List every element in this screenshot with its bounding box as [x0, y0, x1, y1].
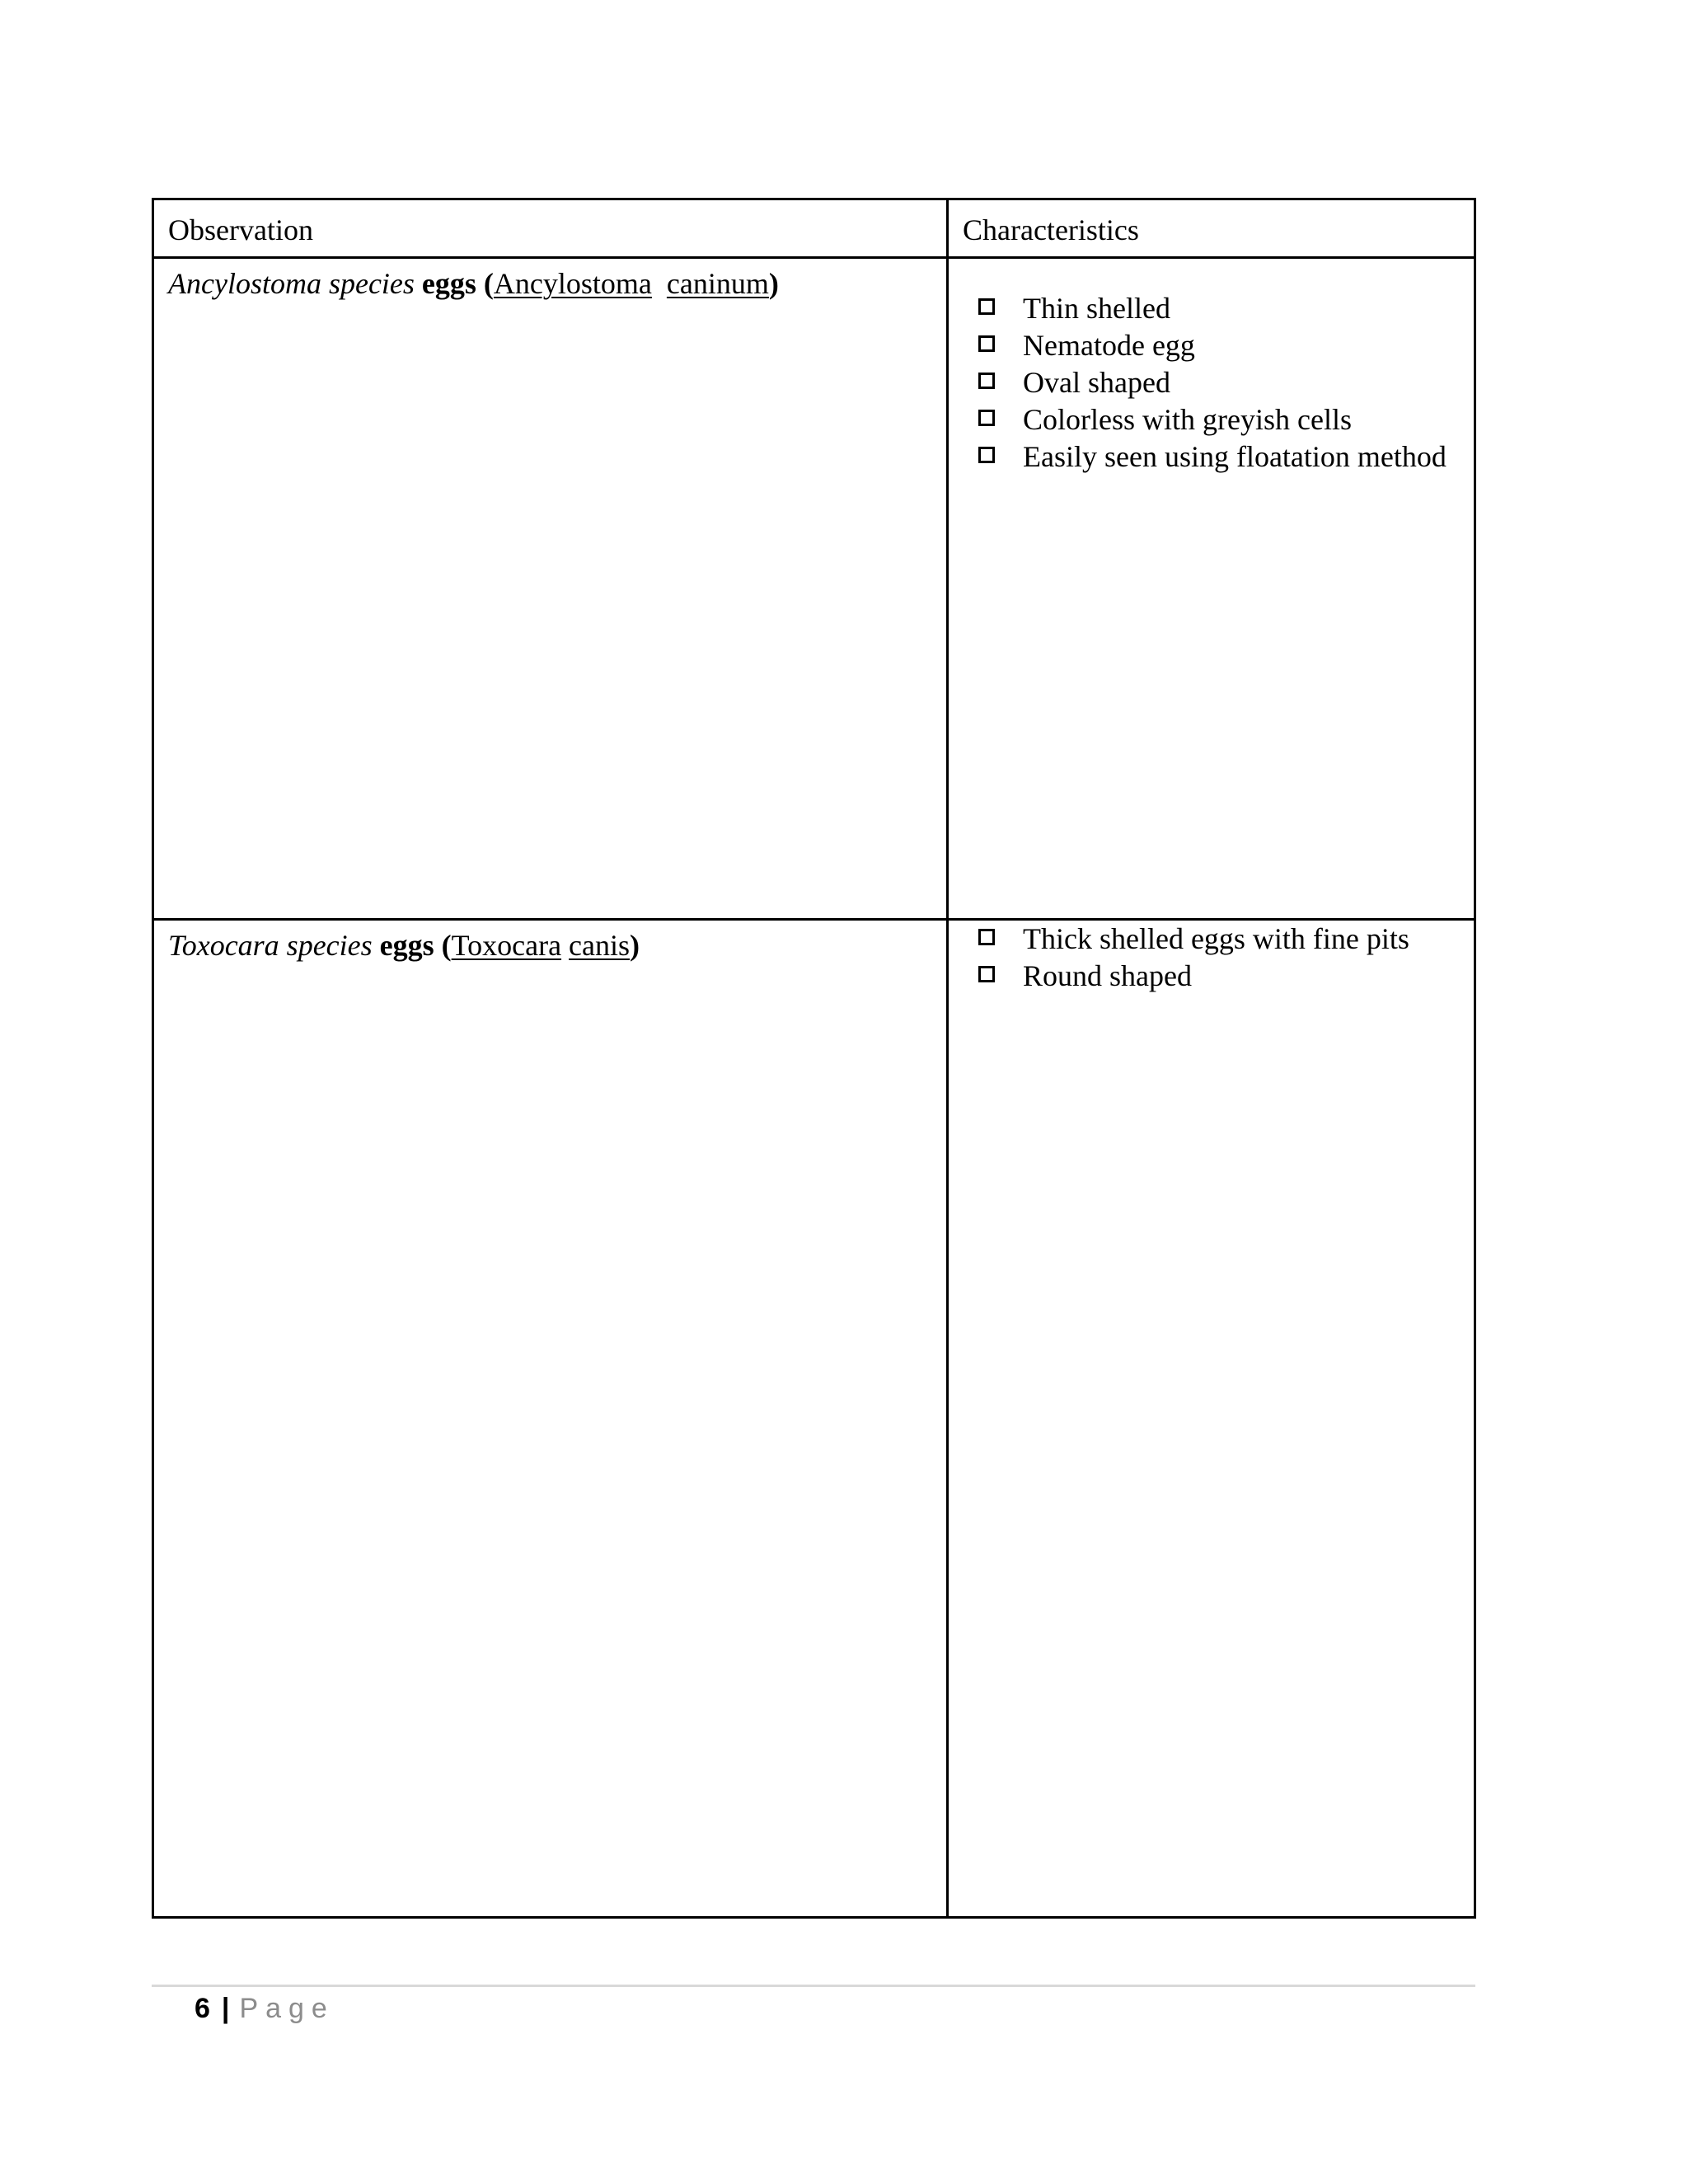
- characteristic-text: Colorless with greyish cells: [1023, 403, 1352, 436]
- characteristics-list: [949, 290, 1474, 476]
- list-item: [975, 438, 1474, 476]
- list-item: [975, 401, 1474, 438]
- checkbox-icon: [978, 298, 995, 315]
- checkbox-icon: [978, 447, 995, 463]
- checkbox-icon: [978, 966, 995, 982]
- observation-cell: [153, 920, 948, 1918]
- species-name: Toxocara species: [168, 929, 373, 962]
- eggs-label: eggs: [379, 929, 434, 962]
- close-paren: ): [768, 267, 779, 300]
- characteristic-text: Easily seen using floatation method: [1023, 440, 1447, 473]
- checkbox-icon: [978, 410, 995, 426]
- list-item: [975, 364, 1474, 401]
- observation-cell: [153, 258, 948, 920]
- characteristic-text: Thick shelled eggs with fine pits: [1023, 922, 1409, 955]
- page-number: 6: [195, 1993, 210, 2024]
- eggs-label: eggs: [421, 267, 476, 300]
- species-name: Ancylostoma species: [168, 267, 415, 300]
- open-paren: (: [483, 267, 494, 300]
- characteristic-text: Nematode egg: [1023, 329, 1195, 362]
- open-paren: (: [441, 929, 452, 962]
- footer-divider: [152, 1985, 1475, 1987]
- close-paren: ): [630, 929, 640, 962]
- checkbox-icon: [978, 929, 995, 945]
- table-row: [153, 258, 1475, 920]
- header-cell-observation: [153, 199, 948, 258]
- characteristic-text: Round shaped: [1023, 959, 1192, 992]
- header-characteristics-label: Characteristics: [963, 213, 1139, 246]
- page-footer: [195, 1988, 335, 2029]
- species-epithet: caninum: [666, 267, 769, 300]
- table-row: [153, 920, 1475, 1918]
- list-item: [975, 327, 1474, 364]
- characteristic-text: Thin shelled: [1023, 292, 1170, 325]
- header-cell-characteristics: [948, 199, 1475, 258]
- characteristics-cell: [948, 258, 1475, 920]
- list-item: [975, 921, 1474, 958]
- list-item: [975, 290, 1474, 327]
- genus-name: Ancylostoma: [493, 267, 652, 300]
- observation-table: [152, 198, 1476, 1919]
- characteristics-cell: [948, 920, 1475, 1918]
- header-observation-label: Observation: [168, 213, 313, 246]
- characteristic-text: Oval shaped: [1023, 366, 1170, 399]
- checkbox-icon: [978, 335, 995, 352]
- table-header-row: [153, 199, 1475, 258]
- genus-name: Toxocara: [451, 929, 562, 962]
- checkbox-icon: [978, 373, 995, 389]
- observation-title: [154, 921, 946, 963]
- footer-separator: |: [221, 1993, 230, 2024]
- list-item: [975, 958, 1474, 995]
- observation-title: [154, 259, 946, 302]
- species-epithet: canis: [569, 929, 631, 962]
- page-label: Page: [239, 1993, 335, 2024]
- characteristics-list: [949, 921, 1474, 995]
